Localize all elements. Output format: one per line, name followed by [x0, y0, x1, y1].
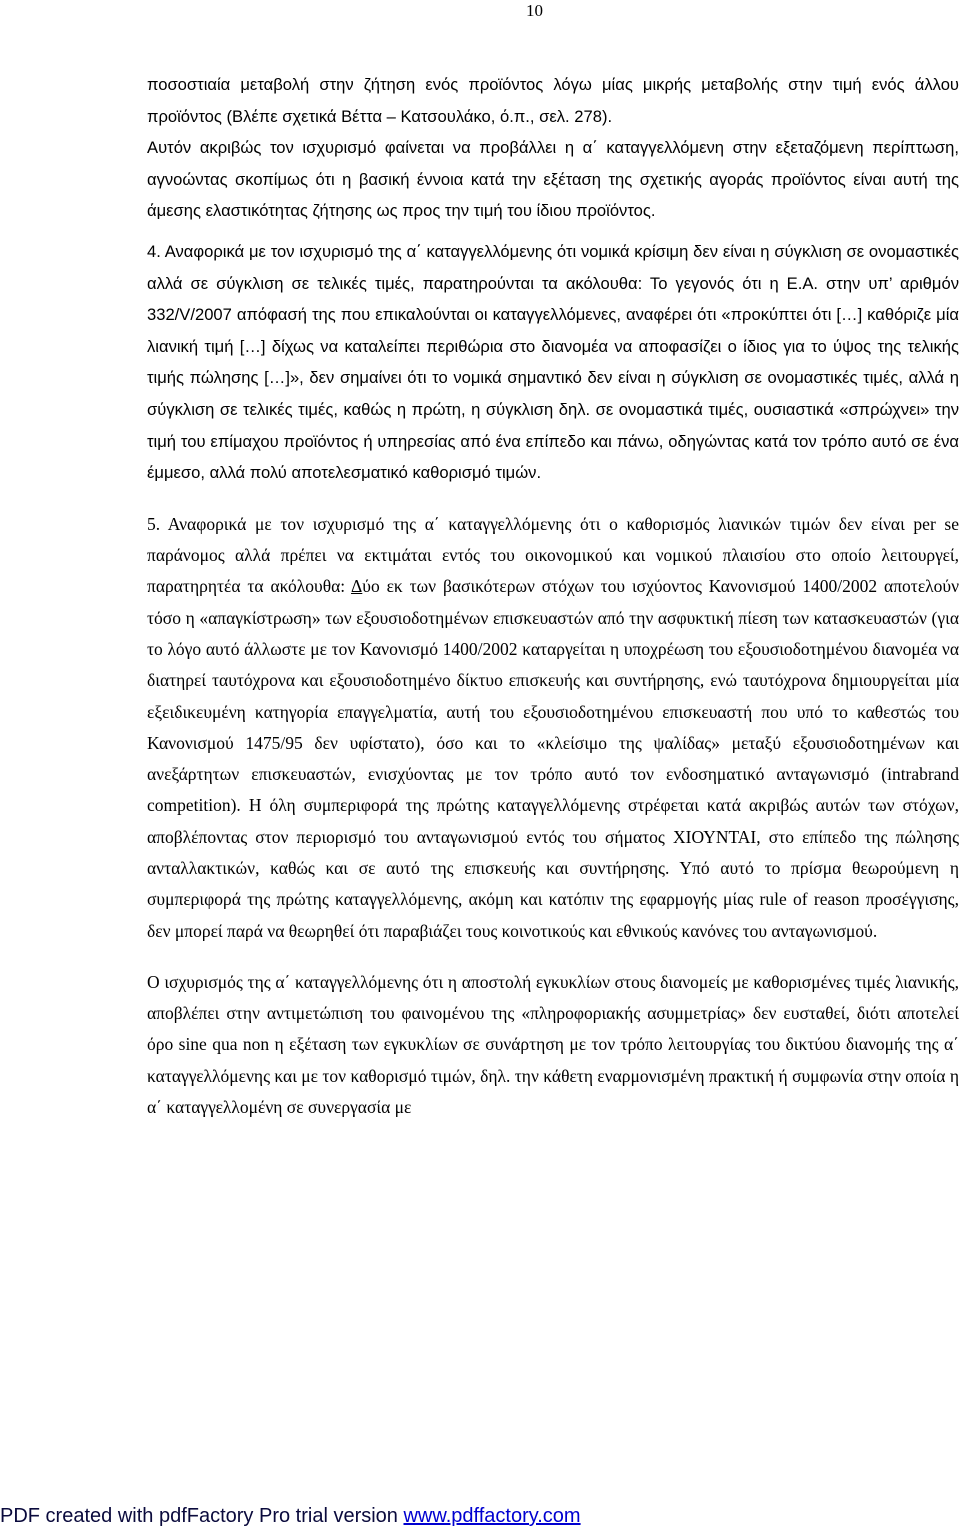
footer-text: PDF created with pdfFactory Pro trial version: [0, 1505, 404, 1527]
paragraph-point-5-intro: 5. Αναφορικά με τον ισχυρισμό της α΄ καταγγελλόμενης ότι ο καθορισμός λιανικών τιμών δεν είναι per se παράνομος αλλά πρέπει να εκτιμάται εντός του οικονομικού και νομικού πλαισίου στο οποίο λειτουργεί, παρατηρητέα τα ακόλουθα:: [147, 513, 959, 597]
paragraph-point-4: 4. Αναφορικά με τον ισχυρισμό της α΄ καταγγελλόμενης ότι νομικά κρίσιμη δεν είναι η σύγκλιση σε ονομαστικές αλλά σε σύγκλιση σε τελικές τιμές, παρατηρούνται τα ακόλουθα: Το γεγονός ότι η Ε.Α. στην υπ’ αριθμόν 332/V/2007 απόφασή της που επικαλούνται οι καταγγελλόμενες, αναφέρει ότι «προκύπτει ότι […] καθόριζε μία λιανική τιμή […] δίχως να καταλείπει περιθώρια στο διανομέα να αποφασίζει ο ίδιος για το ύψος της τελικής τιμής πώλησης […]», δεν σημαίνει ότι το νομικά σημαντικό δεν είναι η σύγκλιση σε ονομαστικές τιμές, αλλά η σύγκλιση σε τελικές τιμές, καθώς η πρώτη, η σύγκλιση δηλ. σε ονομαστικά τιμές, ουσιαστικά «σπρώχνει» την τιμή του επίμαχου προϊόντος ή υπηρεσίας από ένα επίπεδο και πάνω, οδηγώντας κατά τον τρόπο αυτό σε ένα έμμεσο, αλλά πολύ αποτελεσματικό καθορισμό τιμών.: [147, 241, 959, 483]
paragraph-circulars-claim: Ο ισχυρισμός της α΄ καταγγελλόμενης ότι η αποστολή εγκυκλίων στους διανομείς με καθορισμένες τιμές λιανικής, αποβλέπει στην αντιμετώπιση του φαινομένου της «πληροφοριακής ασυμμετρίας» δεν ευσταθεί, διότι αποτελεί όρο sine qua non η εξέταση των εγκυκλίων σε συνάρτηση με τον τρόπο λειτουργίας του δικτύου διανομής της α΄ καταγγελλόμενης και με τον καθορισμό τιμών, δηλ. την κάθετη εναρμονισμένη πρακτική ή συμφωνία στην οποία η α΄ καταγγελλομένη σε συνεργασία με: [147, 971, 959, 1118]
paragraph-point-5-body: ύο εκ των βασικότερων στόχων του ισχύοντος Κανονισμού 1400/2002 αποτελούν τόσο η «απαγκίστρωση» των εξουσιοδοτημένων επισκευαστών από την ασφυκτική πίεση των κατασκευαστών (για το λόγο αυτό άλλωστε με τον Κανονισμό 1400/2002 καταργείται η υποχρέωση του εξουσιοδοτημένου διανομέα να διατηρεί ταυτόχρονα και εξουσιοδοτημένο δίκτυο επισκευής και συντήρησης, ενώ ταυτόχρονα δημιουργείται μία εξειδικευμένη κατηγορία επαγγελματία, αυτή του εξουσιοδοτημένου επισκευαστή που υπό το καθεστώς του Κανονισμού 1475/95 δεν υφίστατο), όσο και το «κλείσιμο της ψαλίδας» μεταξύ εξουσιοδοτημένων και ανεξάρτητων επισκευαστών, ενισχύοντας με τον τρόπο αυτό τον ενδοσηματικό ανταγωνισμό (intrabrand competition). Η όλη συμπεριφορά της πρώτης καταγγελλόμενης στρέφεται κατά ακριβώς αυτών των στόχων, αποβλέποντας στον περιορισμό του ανταγωνισμού εντός του σήματος ΧΙΟΥΝΤΑΙ, στο επίπεδο της πώλησης ανταλλακτικών, καθώς και σε αυτό της επισκευής και συντήρησης. Υπό αυτό το πρίσμα θεωρούμενη η συμπεριφορά της πρώτης καταγγελλόμενης, ακόμη και κατόπιν της εφαρμογής μίας rule of reason προσέγγισης, δεν μπορεί παρά να θεωρηθεί ότι παραβιάζει τους κοινοτικούς και εθνικούς κανόνες του ανταγωνισμού.: [147, 576, 959, 941]
page-number: 10: [526, 1, 543, 20]
document-body: [147, 69, 959, 1123]
paragraph-claim-elasticity: Αυτόν ακριβώς τον ισχυρισμό φαίνεται να προβάλλει η α΄ καταγγελλόμενη στην εξεταζόμενη περίπτωση, αγνοώντας σκοπίμως ότι η βασική έννοια κατά την εξέταση της σχετικής αγοράς προϊόντος είναι αυτή της άμεσης ελαστικότητας ζήτησης ως προς την τιμή του ίδιου προϊόντος.: [147, 138, 959, 221]
paragraph-continuation: ποσοστιαία μεταβολή στην ζήτηση ενός προϊόντος λόγω μίας μικρής μεταβολής στην τιμή ενός άλλου προϊόντος (Βλέπε σχετικά Βέττα – Κατσουλάκο, ό.π., σελ. 278).: [147, 75, 959, 126]
pdf-footer: [0, 1502, 581, 1530]
underlined-letter: Δ: [351, 576, 363, 597]
footer-link[interactable]: www.pdffactory.com: [403, 1505, 581, 1527]
paragraph-point-5: [147, 509, 959, 947]
